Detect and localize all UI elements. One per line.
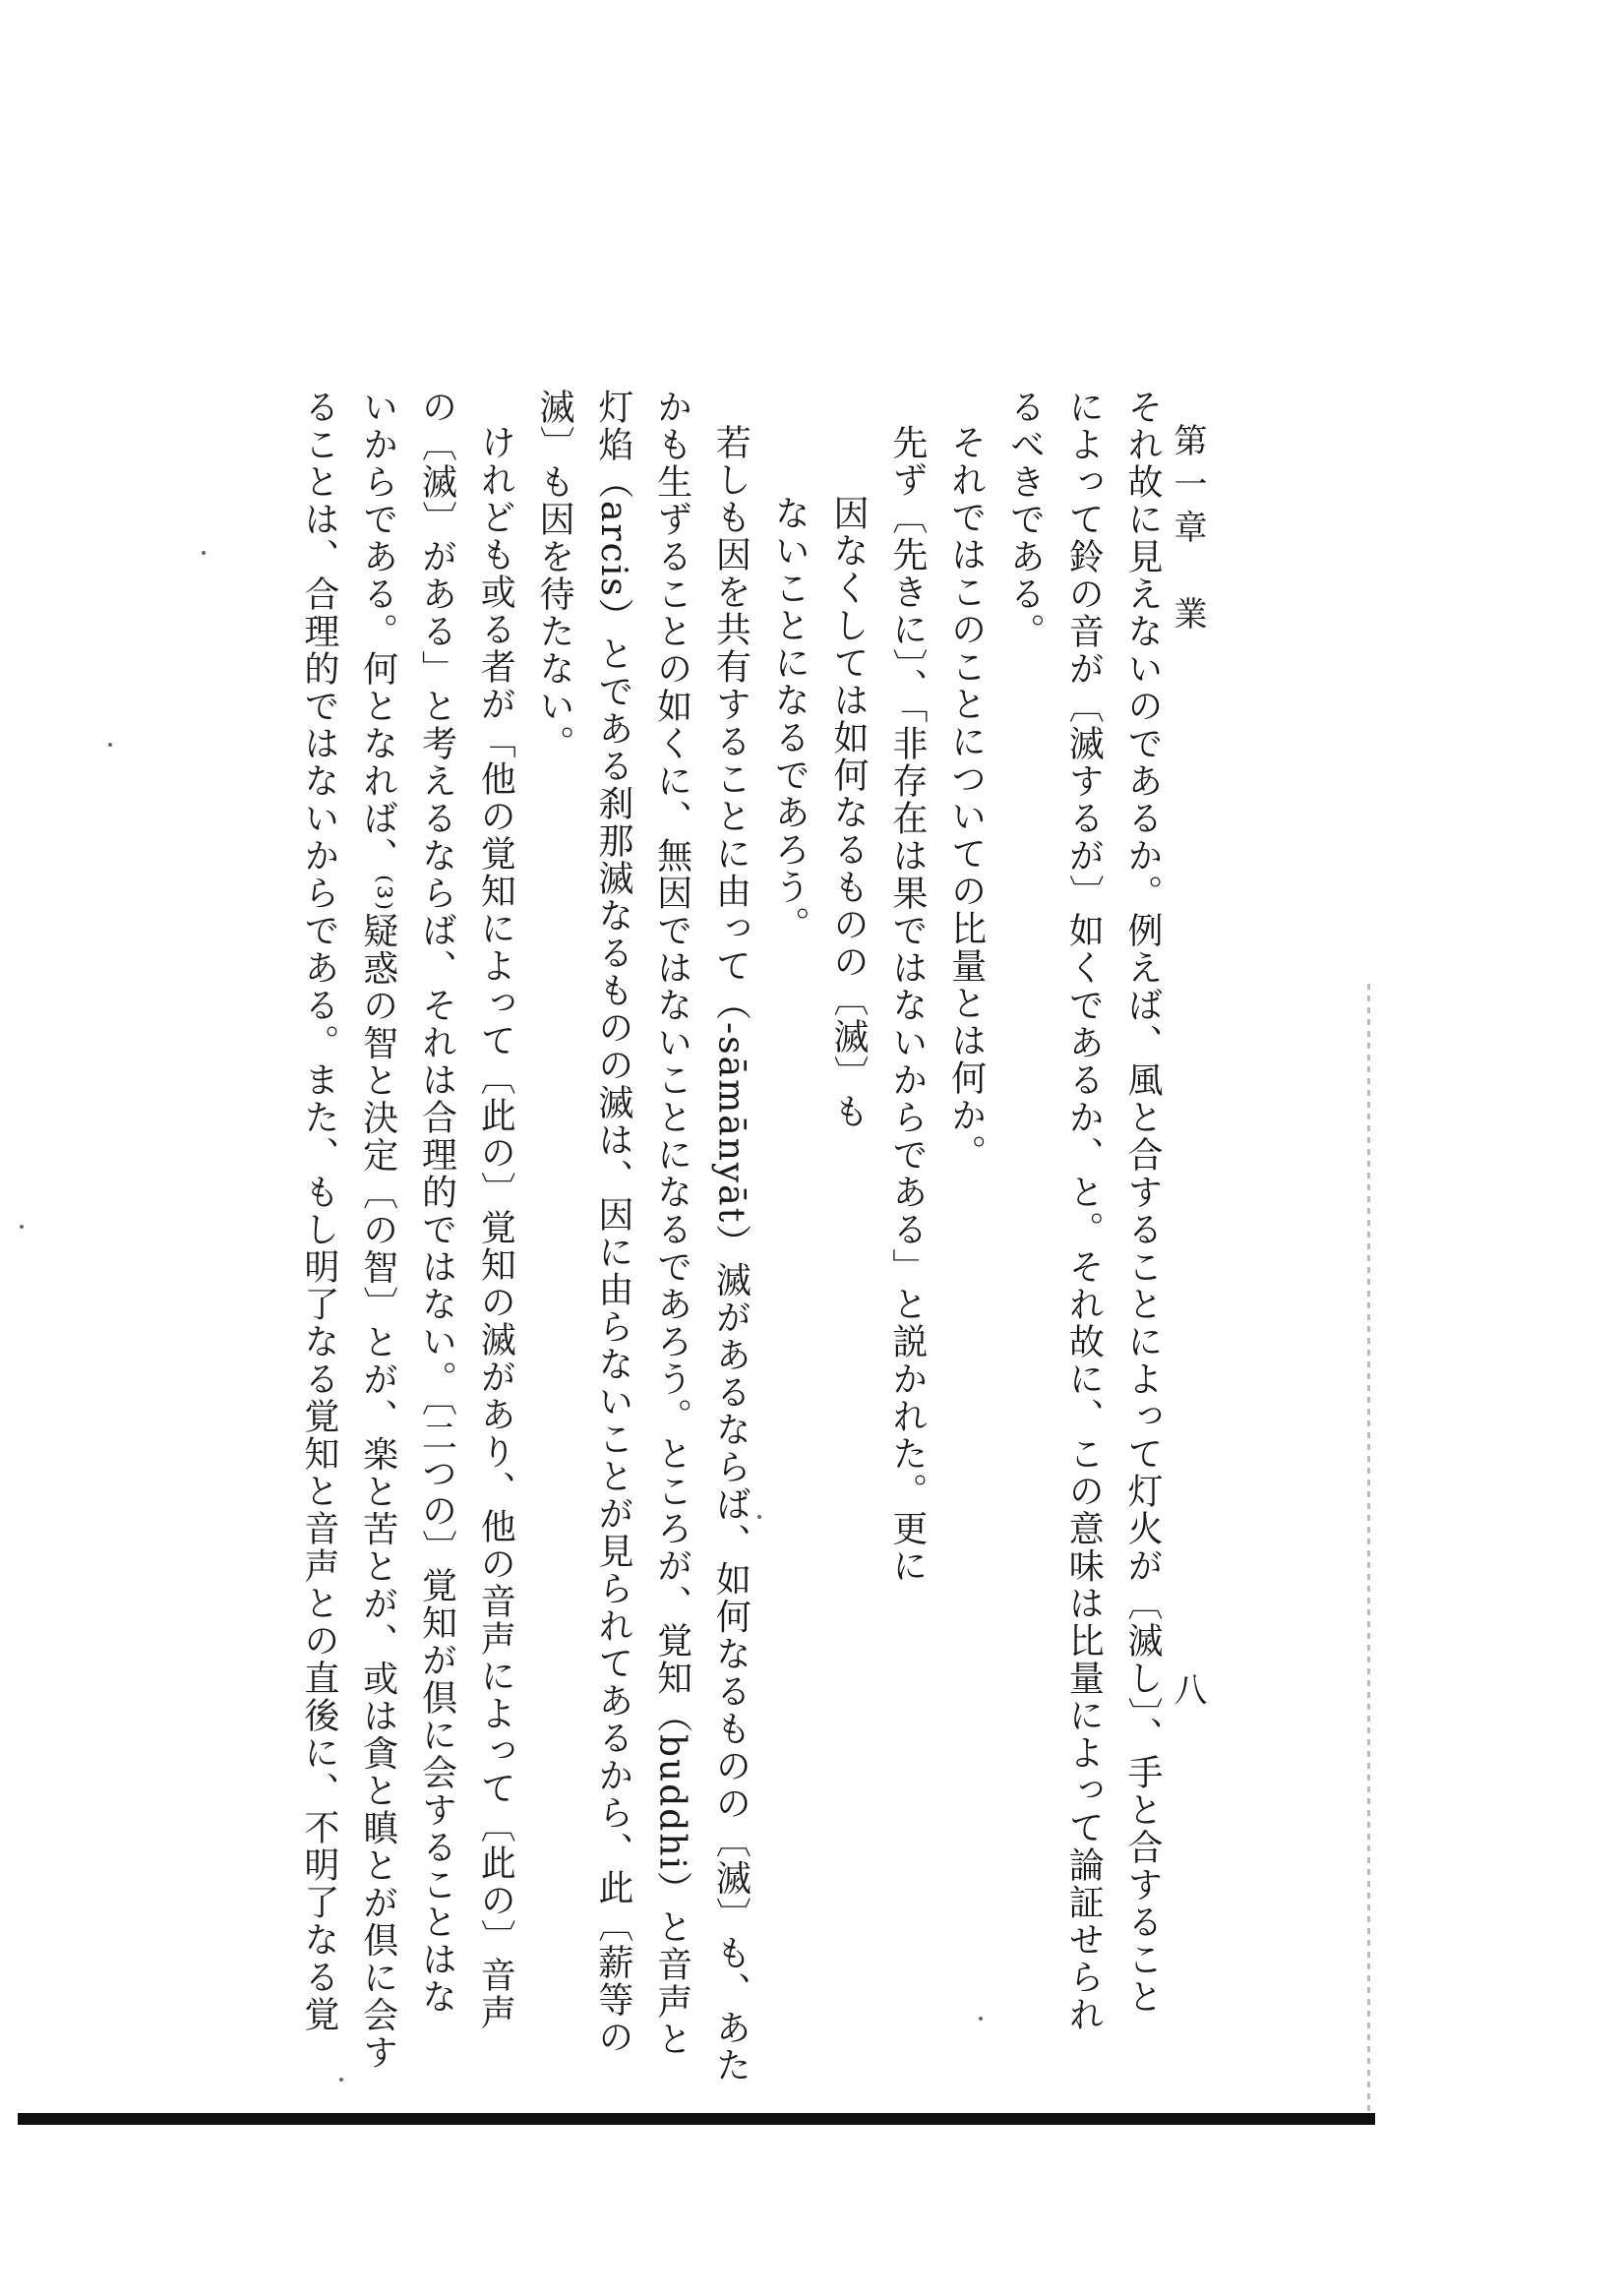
scan-speck: [757, 1515, 761, 1519]
page-number: 八: [1168, 1672, 1207, 1716]
text-line: によって鈴の音が〔滅するが〕如くであるか、と。それ故に、この意味は比量によって論証せられ: [1063, 389, 1105, 2033]
text-line: 先ず〔先きに〕、「非存在は果ではないからである」と説かれた。更に: [886, 424, 928, 1585]
scan-speck: [339, 2078, 343, 2082]
chapter-title: 第一章 業: [1168, 423, 1207, 639]
text-line: かも生ずることの如くに、無因ではないことになるであろう。ところが、覚知（buddhi）と音声と: [651, 389, 692, 2059]
text-line: それではこのことについての比量とは何か。: [945, 424, 987, 1172]
scan-speck: [979, 2017, 983, 2021]
text-line: 若しも因を共有することに由って（-sāmānyāt）滅があるならば、如何なるものの〔滅〕も、あた: [710, 424, 752, 2085]
scan-speck: [202, 551, 206, 555]
text-line: の〔滅〕がある」と考えるならば、それは合理的ではない。〔二つの〕覚知が倶に会することはな: [416, 389, 457, 2016]
page-edge-shadow: [1367, 984, 1370, 2125]
text-line: けれども或る者が「他の覚知によって〔此の〕覚知の滅があり、他の音声によって〔此の〕音声: [475, 424, 516, 2031]
text-line: るべきである。: [1004, 389, 1046, 650]
text-line: それ故に見えないのであるか。例えば、風と合することによって灯火が〔滅し〕、手と合すること: [1122, 389, 1163, 2016]
text-line: 滅〕も因を待たない。: [534, 389, 575, 762]
bottom-scan-edge: [18, 2113, 1375, 2125]
text-line: ないことになるであろう。: [769, 495, 811, 943]
scan-speck: [20, 1225, 24, 1229]
text-line: ることは、合理的ではないからである。また、もし明了なる覚知と音声との直後に、不明了なる覚: [298, 389, 339, 2033]
scan-speck: [108, 743, 112, 747]
text-line: 灯焰（arcis）とである刹那滅なるものの滅は、因に由らないことが見られてあるから、此〔薪等の: [592, 389, 633, 2056]
text-line: いからである。何となれば、⁽³⁾疑惑の智と決定〔の智〕とが、楽と苦とが、或は貪と瞋とが倶に会す: [357, 389, 398, 2072]
text-line: 因なくしては如何なるものの〔滅〕も: [828, 495, 870, 1130]
body-text: [289, 389, 1172, 2110]
